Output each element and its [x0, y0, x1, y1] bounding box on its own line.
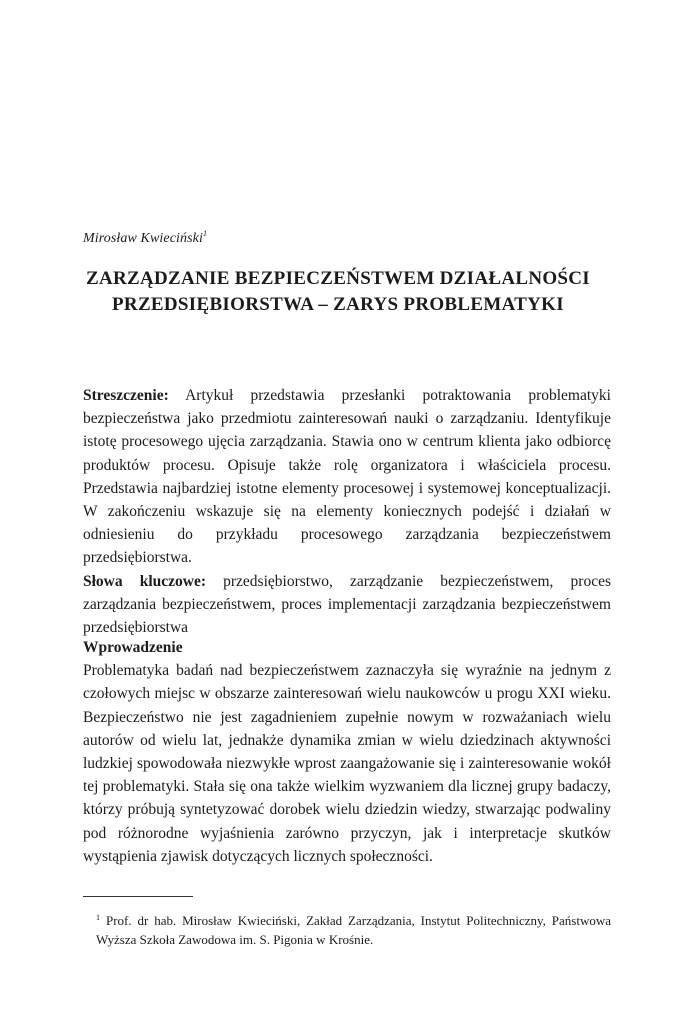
author-name: Mirosław Kwieciński: [83, 231, 203, 246]
footnote-marker: 1: [96, 913, 100, 922]
author-line: [83, 229, 207, 247]
footnote: [96, 908, 611, 949]
section-heading: Wprowadzenie: [83, 639, 183, 656]
article-title: [83, 266, 593, 318]
footnote-text: Prof. dr hab. Mirosław Kwieciński, Zakład Zarządzania, Instytut Politechniczny, Państwowa Wyższa Szkoła Zawodowa im. S. Pigonia w Krośnie.: [96, 913, 611, 947]
title-line-2: PRZEDSIĘBIORSTWA – ZARYS PROBLEMATYKI: [112, 294, 564, 315]
abstract-section: [83, 384, 611, 639]
abstract-text: Artykuł przedstawia przesłanki potraktowania problematyki bezpieczeństwa jako przedmiotu zainteresowań nauki o zarządzaniu. Identyfikuje istotę procesowego ujęcia zarządzania. Stawia ono w centrum klienta jako odbiorcę produktów procesu. Opisuje także rolę organizatora i właściciela procesu. Przedstawia najbardziej istotne elementy procesowej i systemowej konceptualizacji. W zakończeniu wskazuje się na elementy koniecznych podejść i działań w odniesieniu do przykładu procesowego zarządzania bezpieczeństwem przedsiębiorstwa.: [83, 387, 611, 567]
title-line-1: ZARZĄDZANIE BEZPIECZEŃSTWEM DZIAŁALNOŚCI: [86, 268, 590, 289]
keywords-paragraph: [83, 570, 611, 640]
keywords-text: przedsiębiorstwo, zarządzanie bezpieczeństwem, proces zarządzania bezpieczeństwem, proces implementacji zarządzania bezpieczeństwem przedsiębiorstwa: [83, 572, 611, 637]
abstract-label: Streszczenie:: [83, 387, 169, 404]
introduction-section: [83, 636, 611, 868]
footnote-divider: [83, 896, 193, 897]
keywords-label: Słowa kluczowe:: [83, 572, 207, 590]
introduction-paragraph: Problematyka badań nad bezpieczeństwem zaznaczyła się wyraźnie na jednym z czołowych miejsc w obszarze zainteresowań wielu naukowców u progu XXI wieku. Bezpieczeństwo nie jest zagadnieniem zupełnie nowym w rozważaniach wielu autorów od wielu lat, jednakże dynamika zmian w wielu dziedzinach aktywności ludzkiej spowodowała niezwykłe wprost zaangażowanie się i zainteresowanie wokół tej problematyki. Stała się ona także wielkim wyzwaniem dla licznej grupy badaczy, którzy próbują syntetyzować dorobek wielu dziedzin wiedzy, stwarzając podwaliny pod różnorodne wyjaśnienia zarówno przyczyn, jak i interpretacje skutków wystąpienia zjawisk dotyczących licznych społeczności.: [83, 662, 611, 865]
abstract-paragraph: [83, 384, 611, 570]
author-footnote-marker: 1: [203, 229, 208, 238]
